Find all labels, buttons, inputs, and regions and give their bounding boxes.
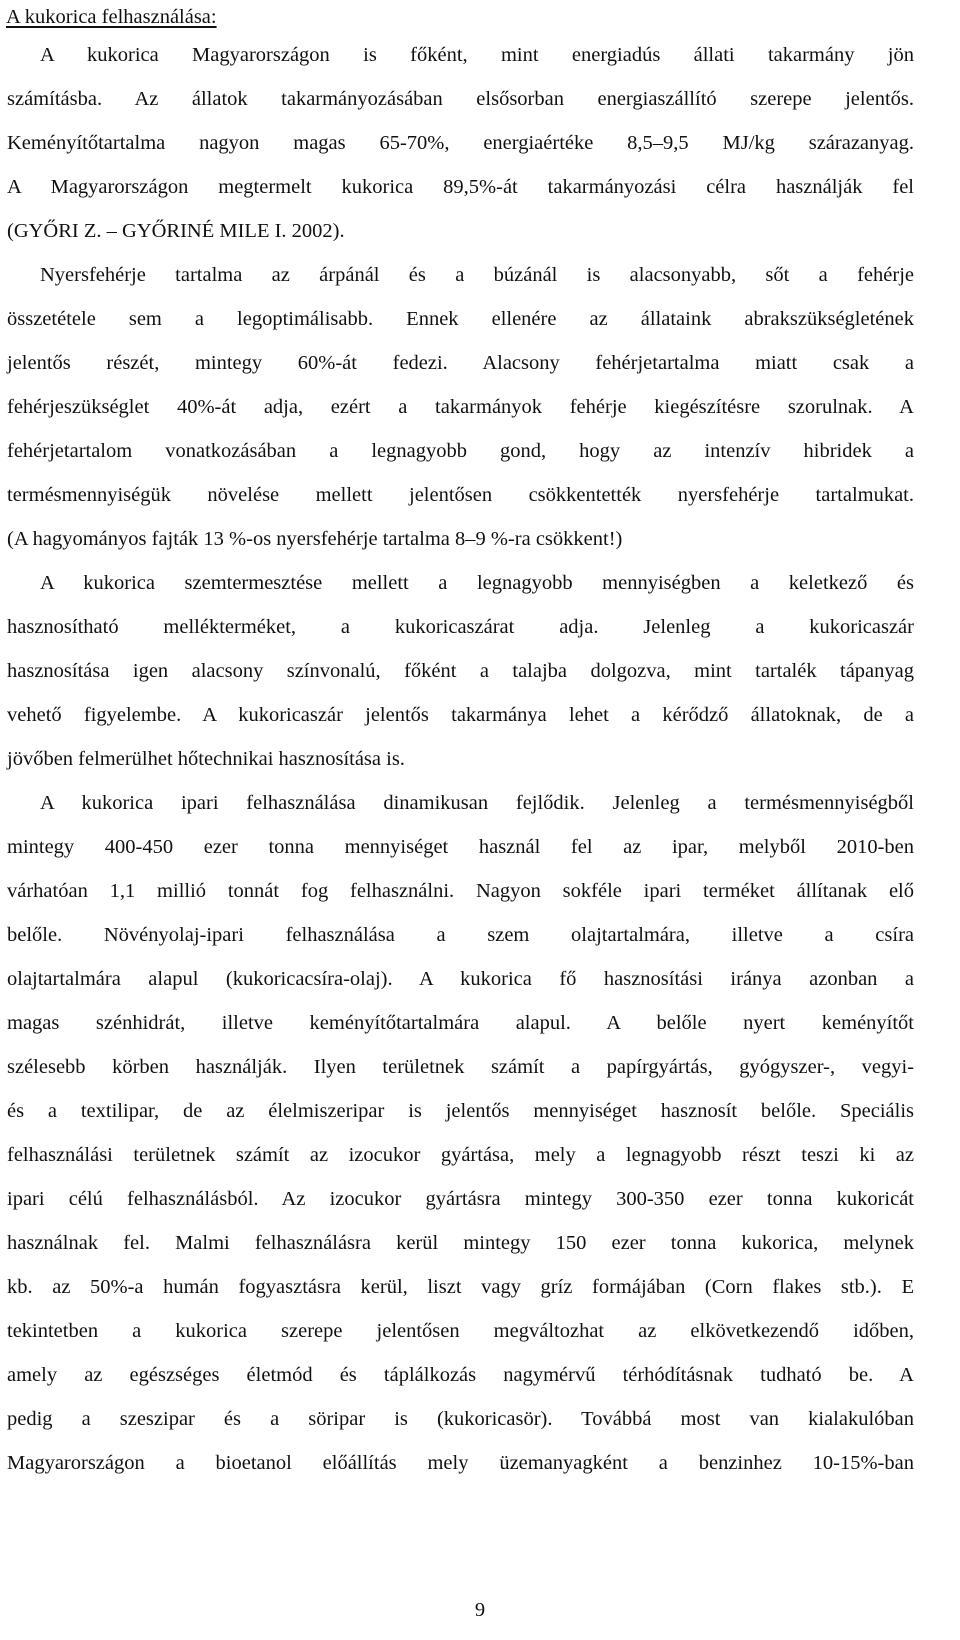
- text-line: hasznosítható mellékterméket, a kukoricaszárat adja. Jelenleg a kukoricaszár: [7, 616, 914, 638]
- text-line: fehérjeszükséglet 40%-át adja, ezért a takarmányok fehérje kiegészítésre szorulnak. A: [7, 396, 914, 418]
- text-line: belőle. Növényolaj-ipari felhasználása a szem olajtartalmára, illetve a csíra: [7, 924, 914, 946]
- text-line: jelentős részét, mintegy 60%-át fedezi. Alacsony fehérjetartalma miatt csak a: [7, 352, 914, 374]
- page-number: 9: [474, 1599, 486, 1621]
- text-line: számításba. Az állatok takarmányozásában elsősorban energiaszállító szerepe jelentős.: [7, 88, 914, 110]
- text-line: összetétele sem a legoptimálisabb. Ennek ellenére az állataink abrakszükségletének: [7, 308, 914, 330]
- text-line: használnak fel. Malmi felhasználásra kerül mintegy 150 ezer tonna kukorica, melynek: [7, 1232, 914, 1254]
- text-line: felhasználási területnek számít az izocukor gyártása, mely a legnagyobb részt teszi ki az: [7, 1144, 914, 1166]
- text-line: Nyersfehérje tartalma az árpánál és a búzánál is alacsonyabb, sőt a fehérje: [40, 264, 914, 286]
- text-line: várhatóan 1,1 millió tonnát fog felhasználni. Nagyon sokféle ipari terméket állítanak elő: [7, 880, 914, 902]
- text-line: vehető figyelembe. A kukoricaszár jelentős takarmánya lehet a kérődző állatoknak, de a: [7, 704, 914, 726]
- text-line: tekintetben a kukorica szerepe jelentősen megváltozhat az elkövetkezendő időben,: [7, 1320, 914, 1342]
- text-line: (A hagyományos fajták 13 %-os nyersfehérje tartalma 8–9 %-ra csökkent!): [7, 528, 623, 550]
- text-line: ipari célú felhasználásból. Az izocukor gyártásra mintegy 300-350 ezer tonna kukoricát: [7, 1188, 914, 1210]
- text-line: kb. az 50%-a humán fogyasztásra kerül, liszt vagy gríz formájában (Corn flakes stb.). E: [7, 1276, 914, 1298]
- text-line: A kukorica szemtermesztése mellett a legnagyobb mennyiségben a keletkező és: [40, 572, 914, 594]
- text-line: jövőben felmerülhet hőtechnikai hasznosítása is.: [7, 748, 405, 770]
- text-line: amely az egészséges életmód és táplálkozás nagymérvű térhódításnak tudható be. A: [7, 1364, 914, 1386]
- text-line: pedig a szeszipar és a söripar is (kukoricasör). Továbbá most van kialakulóban: [7, 1408, 914, 1430]
- text-line: (GYŐRI Z. – GYŐRINÉ MILE I. 2002).: [7, 220, 345, 242]
- section-heading: A kukorica felhasználása:: [6, 6, 217, 28]
- text-line: A kukorica ipari felhasználása dinamikusan fejlődik. Jelenleg a termésmennyiségből: [40, 792, 914, 814]
- text-line: olajtartalmára alapul (kukoricacsíra-olaj). A kukorica fő hasznosítási iránya azonban a: [7, 968, 914, 990]
- text-line: magas szénhidrát, illetve keményítőtartalmára alapul. A belőle nyert keményítőt: [7, 1012, 914, 1034]
- text-line: Magyarországon a bioetanol előállítás mely üzemanyagként a benzinhez 10-15%-ban: [7, 1452, 914, 1474]
- text-line: A kukorica Magyarországon is főként, mint energiadús állati takarmány jön: [40, 44, 914, 66]
- text-line: fehérjetartalom vonatkozásában a legnagyobb gond, hogy az intenzív hibridek a: [7, 440, 914, 462]
- text-line: hasznosítása igen alacsony színvonalú, főként a talajba dolgozva, mint tartalék tápanyag: [7, 660, 914, 682]
- text-line: és a textilipar, de az élelmiszeripar is jelentős mennyiséget hasznosít belőle. Speciális: [7, 1100, 914, 1122]
- text-line: Keményítőtartalma nagyon magas 65-70%, energiaértéke 8,5–9,5 MJ/kg szárazanyag.: [7, 132, 914, 154]
- text-line: mintegy 400-450 ezer tonna mennyiséget használ fel az ipar, melyből 2010-ben: [7, 836, 914, 858]
- text-line: termésmennyiségük növelése mellett jelentősen csökkentették nyersfehérje tartalmukat.: [7, 484, 914, 506]
- text-line: szélesebb körben használják. Ilyen területnek számít a papírgyártás, gyógyszer-, vegyi-: [7, 1056, 914, 1078]
- text-line: A Magyarországon megtermelt kukorica 89,5%-át takarmányozási célra használják fel: [7, 176, 914, 198]
